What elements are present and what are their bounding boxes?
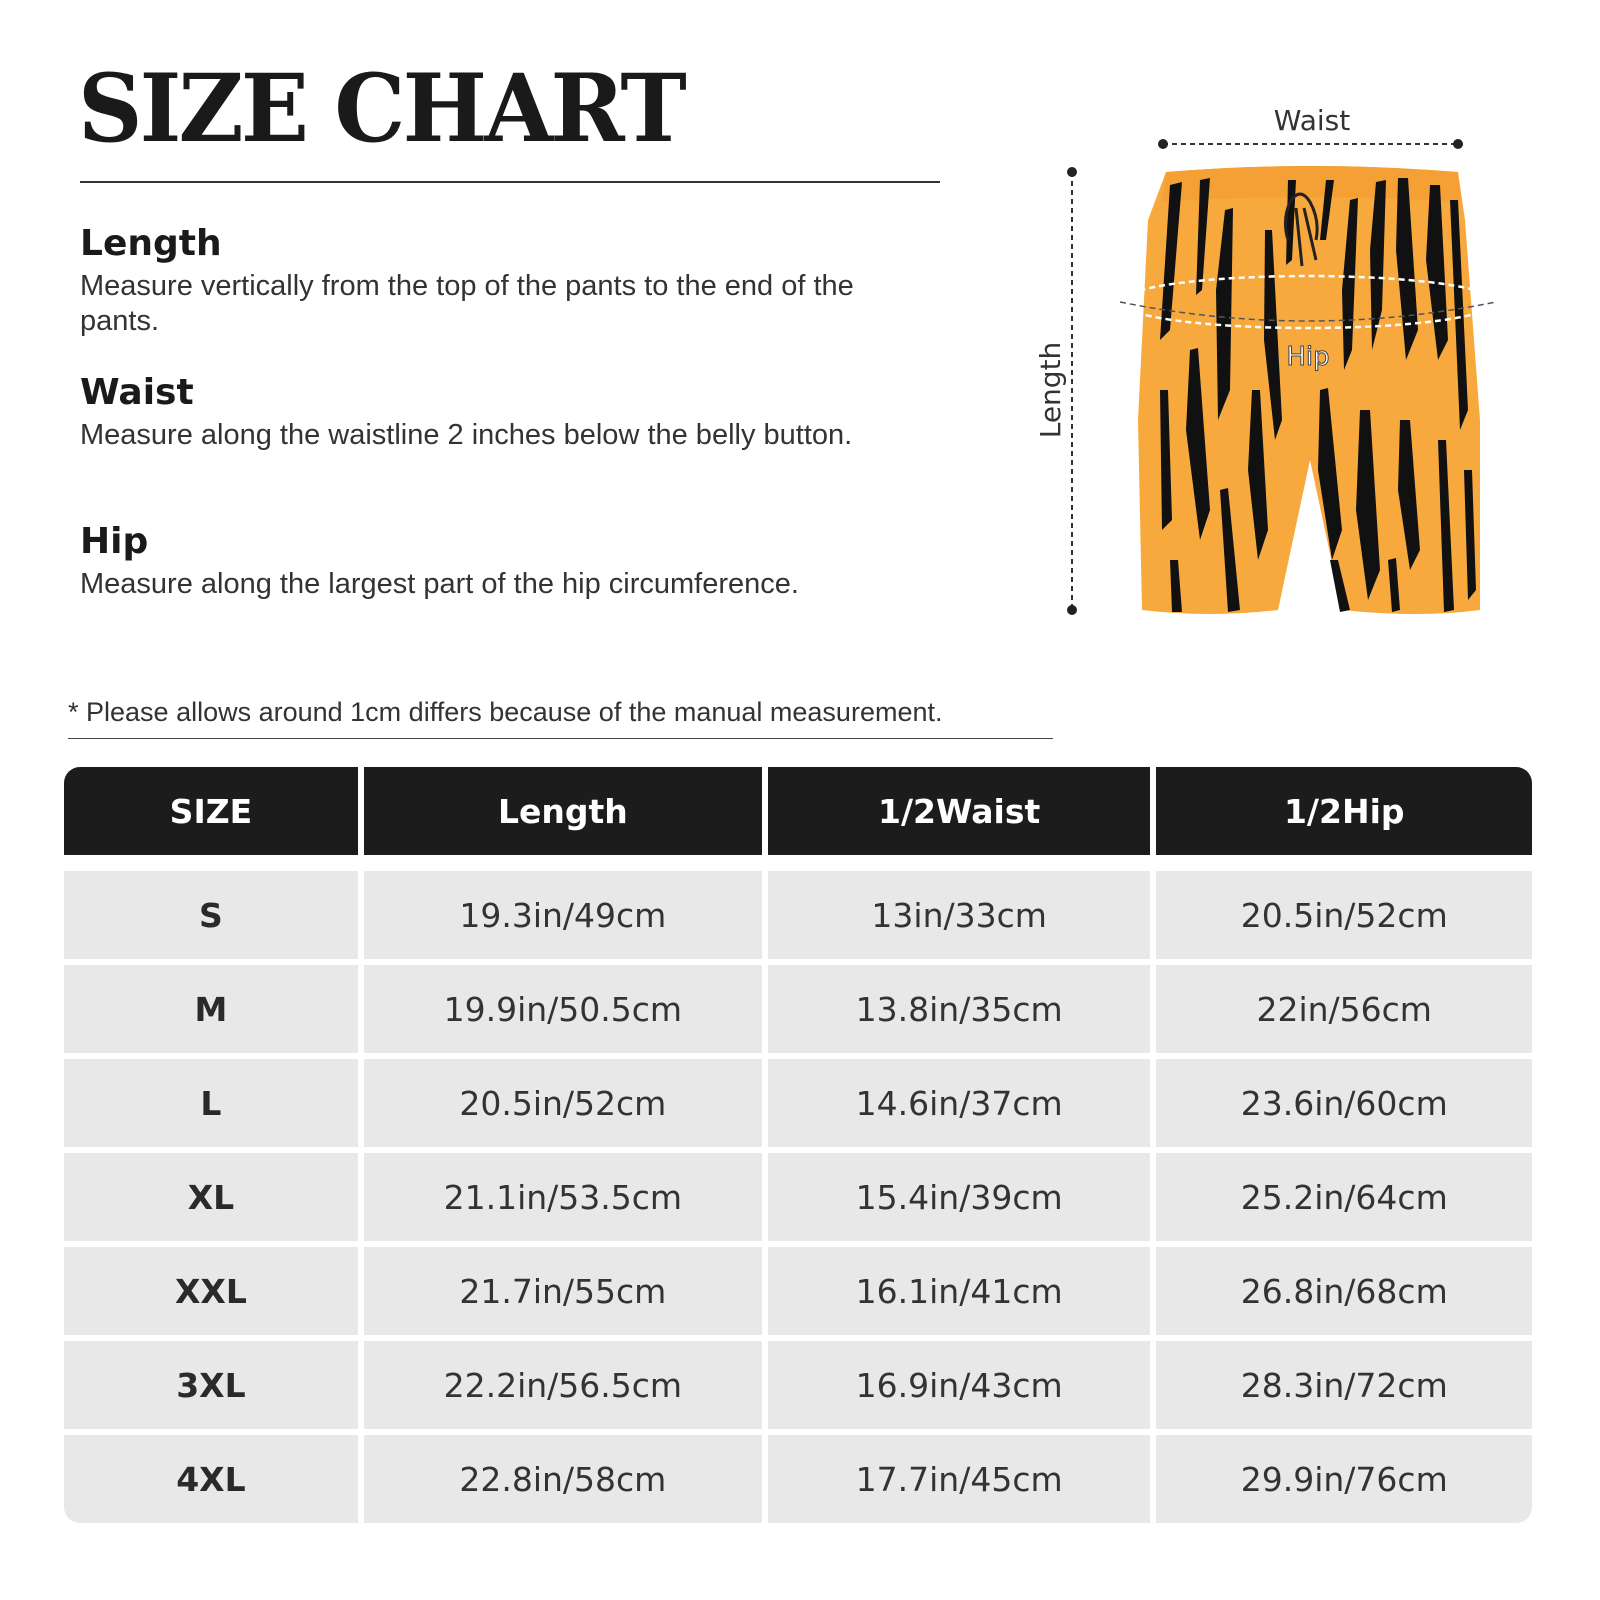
half-waist-cell: 13in/33cm <box>768 871 1151 965</box>
size-cell: M <box>64 965 358 1059</box>
size-cell: XXL <box>64 1247 358 1341</box>
half-hip-cell: 29.9in/76cm <box>1156 1435 1532 1523</box>
length-cell: 19.9in/50.5cm <box>364 965 762 1059</box>
table-row <box>64 871 1532 965</box>
definition-waist <box>80 371 920 453</box>
size-table <box>58 767 1538 1523</box>
table-row <box>64 1247 1532 1341</box>
size-cell: XL <box>64 1153 358 1247</box>
half-waist-cell: 14.6in/37cm <box>768 1059 1151 1153</box>
size-cell: 4XL <box>64 1435 358 1523</box>
title-divider <box>80 181 940 183</box>
half-hip-cell: 28.3in/72cm <box>1156 1341 1532 1435</box>
half-waist-cell: 17.7in/45cm <box>768 1435 1151 1523</box>
half-waist-cell: 16.9in/43cm <box>768 1341 1151 1435</box>
definition-hip <box>80 520 920 602</box>
measurement-note: * Please allows around 1cm differs because of the manual measurement. <box>68 697 1053 739</box>
table-row <box>64 1153 1532 1247</box>
definition-hip-text: Measure along the largest part of the hip circumference. <box>80 568 799 601</box>
half-hip-cell: 20.5in/52cm <box>1156 871 1532 965</box>
definition-length-heading: Length <box>80 223 222 264</box>
half-waist-cell: 15.4in/39cm <box>768 1153 1151 1247</box>
hip-label: Hip <box>1286 342 1330 372</box>
half-hip-cell: 22in/56cm <box>1156 965 1532 1059</box>
half-waist-cell: 16.1in/41cm <box>768 1247 1151 1341</box>
waist-label: Waist <box>1273 104 1351 137</box>
length-measure-end-top <box>1067 167 1077 177</box>
definition-length <box>80 222 920 339</box>
length-label: Length <box>1034 341 1067 439</box>
waist-measure-end-left <box>1158 139 1168 149</box>
header-half-hip: 1/2Hip <box>1156 767 1532 855</box>
shorts-illustration <box>1120 166 1496 614</box>
length-cell: 20.5in/52cm <box>364 1059 762 1153</box>
header-half-waist: 1/2Waist <box>768 767 1151 855</box>
table-row <box>64 1341 1532 1435</box>
half-hip-cell: 26.8in/68cm <box>1156 1247 1532 1341</box>
half-hip-cell: 23.6in/60cm <box>1156 1059 1532 1153</box>
size-cell: 3XL <box>64 1341 358 1435</box>
page-title: SIZE CHART <box>78 54 684 164</box>
definition-hip-heading: Hip <box>80 521 149 562</box>
waist-measure-end-right <box>1453 139 1463 149</box>
definition-waist-text: Measure along the waistline 2 inches below the belly button. <box>80 419 853 452</box>
size-cell: S <box>64 871 358 965</box>
table-header-row <box>64 767 1532 855</box>
half-hip-cell: 25.2in/64cm <box>1156 1153 1532 1247</box>
table-row <box>64 1059 1532 1153</box>
half-waist-cell: 13.8in/35cm <box>768 965 1151 1059</box>
length-cell: 21.7in/55cm <box>364 1247 762 1341</box>
header-size: SIZE <box>64 767 358 855</box>
definition-length-text: Measure vertically from the top of the pants to the end of the pants. <box>80 270 854 338</box>
length-cell: 21.1in/53.5cm <box>364 1153 762 1247</box>
table-row <box>64 1435 1532 1523</box>
length-cell: 22.8in/58cm <box>364 1435 762 1523</box>
header-length: Length <box>364 767 762 855</box>
length-measure-end-bottom <box>1067 605 1077 615</box>
table-row <box>64 965 1532 1059</box>
shorts-diagram <box>1020 90 1520 650</box>
length-cell: 22.2in/56.5cm <box>364 1341 762 1435</box>
size-cell: L <box>64 1059 358 1153</box>
definition-waist-heading: Waist <box>80 372 194 413</box>
length-cell: 19.3in/49cm <box>364 871 762 965</box>
